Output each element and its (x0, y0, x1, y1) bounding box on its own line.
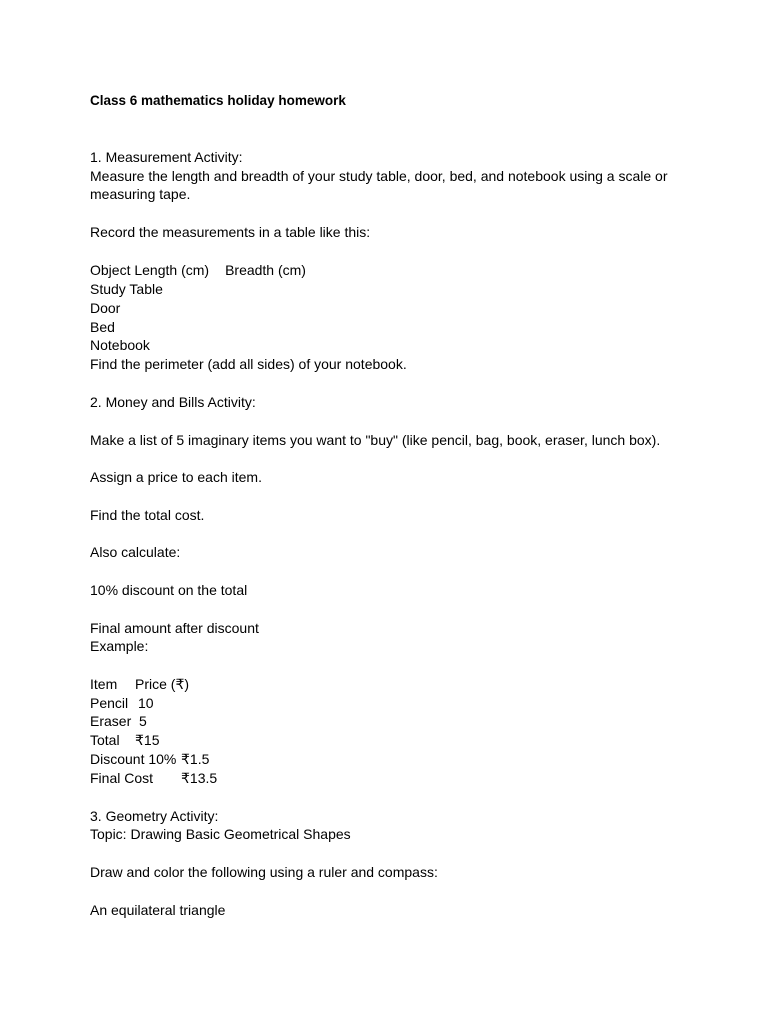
table-row-door: Door (90, 300, 121, 316)
example-row-pencil: Pencil 10 (90, 695, 154, 711)
header-breadth: Breadth (cm) (225, 262, 306, 278)
table-row-study-table: Study Table (90, 281, 163, 297)
section1-record-text: Record the measurements in a table like this: (90, 224, 371, 240)
table-row-notebook: Notebook (90, 337, 150, 353)
example-table-header (90, 675, 189, 693)
section3-topic: Topic: Drawing Basic Geometrical Shapes (90, 826, 351, 842)
section2-total-cost: Find the total cost. (90, 507, 205, 523)
perimeter-instruction: Find the perimeter (add all sides) of your notebook. (90, 356, 407, 372)
example-row-final-cost: Final Cost ₹13.5 (90, 770, 218, 786)
example-header-item: Item (90, 676, 118, 692)
section2-list-instruction: Make a list of 5 imaginary items you want to "buy" (like pencil, bag, book, eraser, lunch box). (90, 432, 661, 448)
header-object: Object (90, 262, 131, 278)
table-row-bed: Bed (90, 319, 115, 335)
example-row-discount: Discount 10% ₹1.5 (90, 751, 210, 767)
section2-also-calculate: Also calculate: (90, 544, 181, 560)
section3-instruction: Draw and color the following using a ruler and compass: (90, 864, 438, 880)
section3-item-equilateral-triangle: An equilateral triangle (90, 902, 226, 918)
section1-instruction: Measure the length and breadth of your study table, door, bed, and notebook using a scale or measuring tape. (90, 168, 668, 202)
document-title: Class 6 mathematics holiday homework (90, 93, 346, 108)
example-row-eraser: Eraser 5 (90, 713, 147, 729)
measurement-table-header (90, 261, 306, 279)
section3-heading: 3. Geometry Activity: (90, 808, 219, 824)
example-label: Example: (90, 638, 149, 654)
section2-heading: 2. Money and Bills Activity: (90, 394, 256, 410)
example-row-total: Total ₹15 (90, 732, 160, 748)
section1-heading: 1. Measurement Activity: (90, 149, 243, 165)
section2-final-amount: Final amount after discount (90, 620, 259, 636)
section2-discount: 10% discount on the total (90, 582, 248, 598)
section2-assign-price: Assign a price to each item. (90, 469, 262, 485)
header-length: Length (cm) (134, 262, 210, 278)
example-header-price: Price (₹) (135, 676, 190, 692)
